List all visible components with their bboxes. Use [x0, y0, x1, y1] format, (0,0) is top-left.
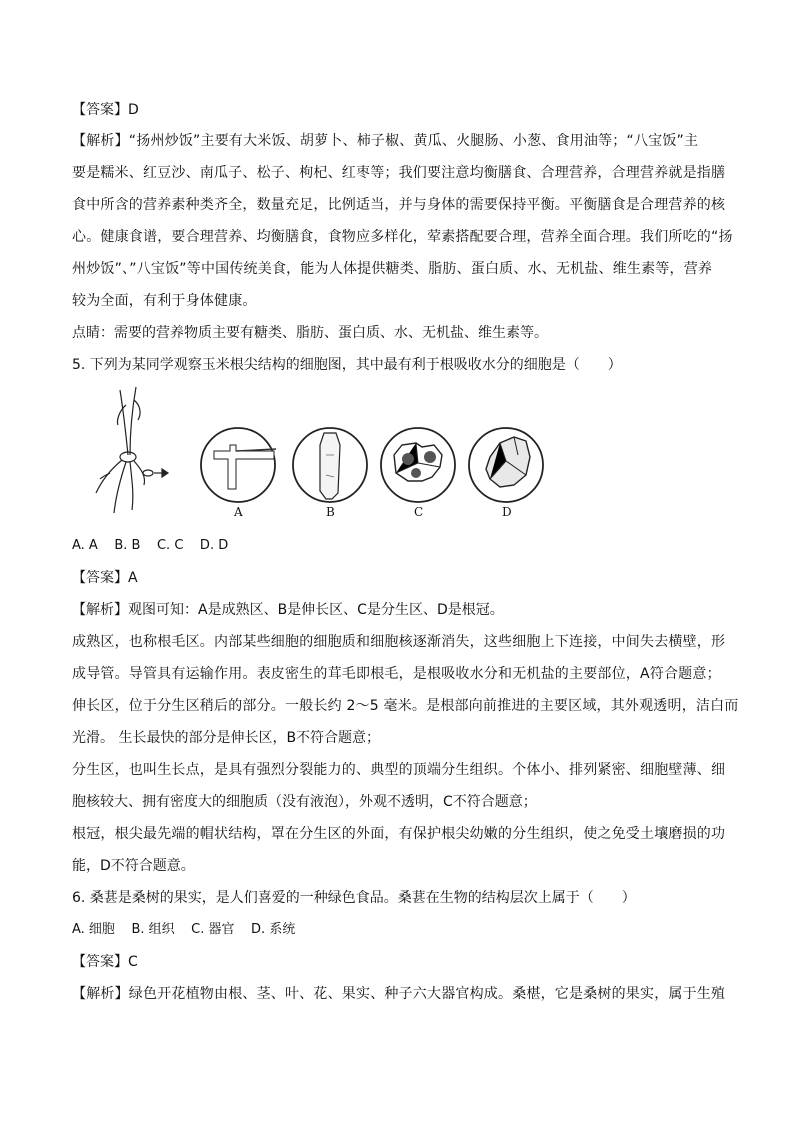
analysis-5-line-2: 成熟区，也称根毛区。内部某些细胞的细胞质和细胞核逐渐消失，这些细胞上下连接，中间失去横壁，形	[72, 634, 726, 650]
root-tip-illustration	[90, 385, 560, 525]
analysis-5-line-3: 成导管。导管具有运输作用。表皮密生的茸毛即根毛，是根吸收水分和无机盐的主要部位，A符合题意；	[72, 666, 721, 682]
figure-label-a: A	[234, 505, 243, 519]
analysis-5-line-7: 胞核较大、拥有密度大的细胞质（没有液泡），外观不透明，C不符合题意；	[72, 794, 537, 810]
figure-label-b: B	[326, 505, 335, 519]
question-5-stem: 5. 下列为某同学观察玉米根尖结构的细胞图，其中最有利于根吸收水分的细胞是（ ）	[72, 357, 622, 373]
analysis-4-line-5: 州炒饭”、”八宝饭”等中国传统美食，能为人体提供糖类、脂肪、蛋白质、水、无机盐、维生素等，营养	[72, 261, 713, 277]
analysis-4-line-2: 要是糯米、红豆沙、南瓜子、松子、枸杞、红枣等；我们要注意均衡膳食、合理营养，合理营养就是指膳	[72, 165, 726, 181]
cell-b-elongation	[293, 428, 367, 502]
root-tip-cell-figure	[90, 385, 560, 525]
answer-6: 【答案】C	[72, 954, 138, 970]
question-6-options: A. 细胞 B. 组织 C. 器官 D. 系统	[72, 922, 296, 937]
analysis-5-line-8: 根冠，根尖最先端的帽状结构，罩在分生区的外面，有保护根尖幼嫩的分生组织，使之免受土壤磨损的功	[72, 826, 726, 842]
analysis-5-line-6: 分生区，也叫生长点，是具有强烈分裂能力的、典型的顶端分生组织。个体小、排列紧密、细胞壁薄、细	[72, 762, 726, 778]
analysis-5-line-5: 光滑。 生长最快的部分是伸长区，B不符合题意；	[72, 730, 381, 746]
analysis-4-line-6: 较为全面，有利于身体健康。	[72, 293, 257, 309]
figure-label-c: C	[414, 505, 424, 519]
analysis-4-line-1: 【解析】“扬州炒饭”主要有大米饭、胡萝卜、柿子椒、黄瓜、火腿肠、小葱、食用油等；“八宝饭”主	[72, 133, 699, 149]
analysis-5-line-1: 【解析】观图可知：A是成熟区、B是伸长区、C是分生区、D是根冠。	[72, 602, 504, 618]
figure-label-d: D	[502, 505, 512, 519]
analysis-6-line-1: 【解析】绿色开花植物由根、茎、叶、花、果实、种子六大器官构成。桑椹，它是桑树的果实，属于生殖	[72, 986, 726, 1002]
answer-4: 【答案】D	[72, 102, 139, 118]
analysis-4-line-4: 心。健康食谱，要合理营养、均衡膳食，食物应多样化，荤素搭配要合理，营养全面合理。我们所吃的“扬	[72, 229, 733, 245]
analysis-5-line-4: 伸长区，位于分生区稍后的部分。一般长约 2～5 毫米。是根部向前推进的主要区域，其外观透明，洁白而	[72, 698, 739, 714]
analysis-5-line-9: 能，D不符合题意。	[72, 858, 195, 874]
cell-d-root-cap	[469, 428, 543, 502]
answer-5: 【答案】A	[72, 570, 138, 586]
cell-c-meristem	[381, 428, 455, 502]
analysis-4-line-3: 食中所含的营养素种类齐全，数量充足，比例适当，并与身体的需要保持平衡。平衡膳食是合理营养的核	[72, 197, 726, 213]
analysis-4-tip: 点睛：需要的营养物质主要有糖类、脂肪、蛋白质、水、无机盐、维生素等。	[72, 325, 548, 341]
corn-seedling-icon	[96, 387, 168, 513]
question-5-options: A. A B. B C. C D. D	[72, 538, 229, 553]
cell-a-root-hair	[201, 428, 276, 502]
question-6-stem: 6. 桑葚是桑树的果实，是人们喜爱的一种绿色食品。桑葚在生物的结构层次上属于（ ）	[72, 890, 636, 906]
